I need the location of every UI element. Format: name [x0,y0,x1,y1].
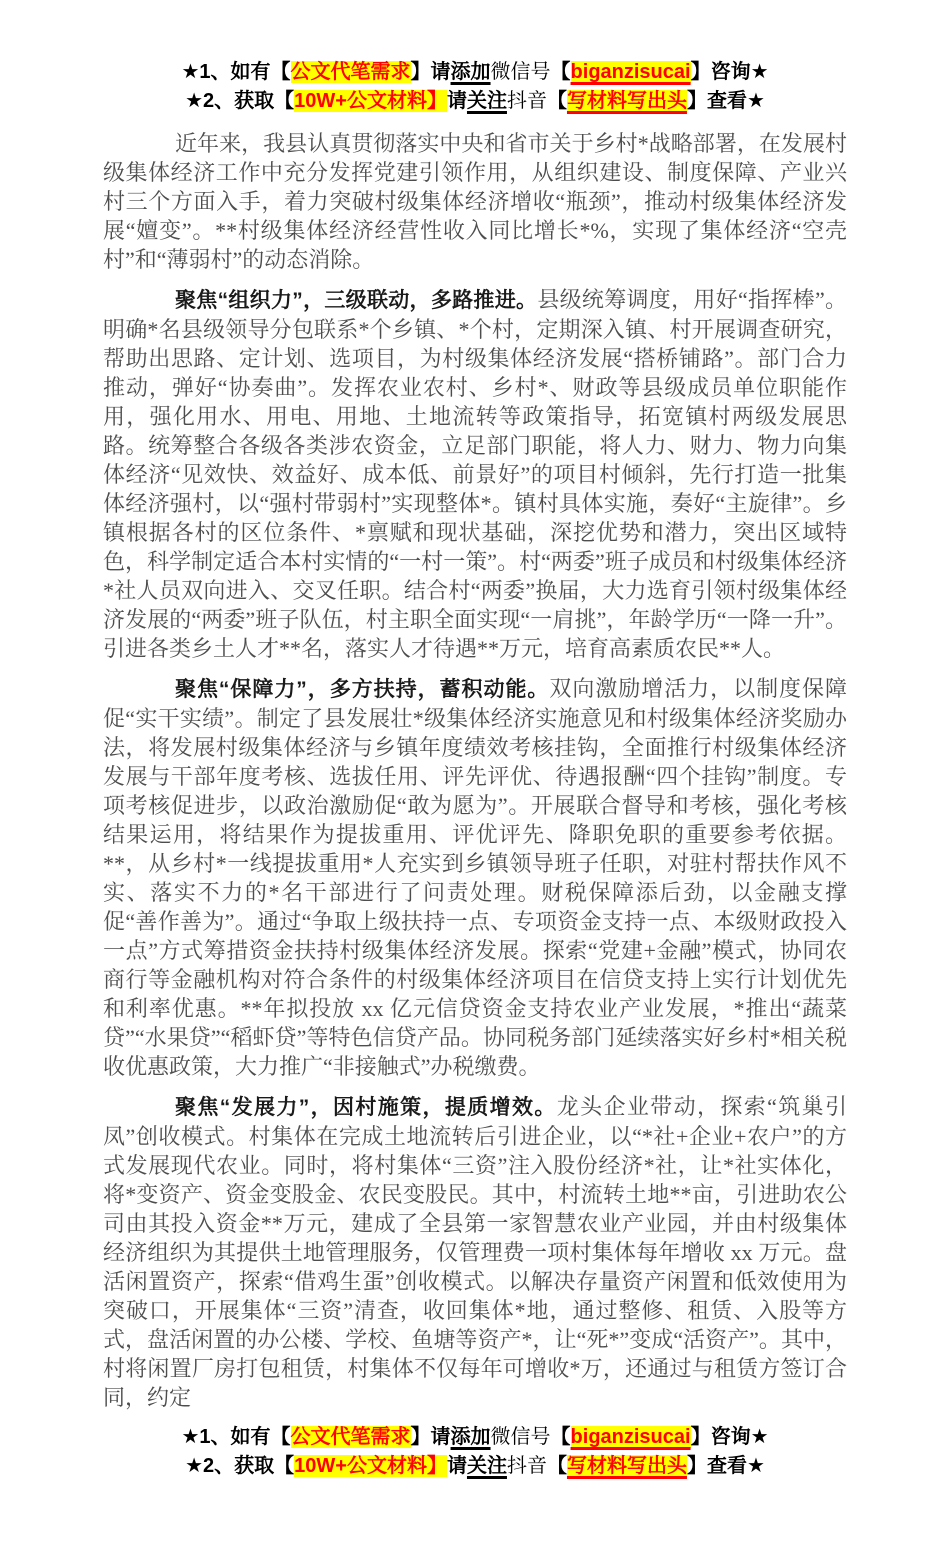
promo-bracket-text: 请 [446,1455,467,1477]
promo-prefix: ★2、获取【 [185,90,295,112]
promo-prefix: ★1、如有【 [181,1426,291,1448]
paragraph-development [103,1092,847,1412]
promo-action-underline: 关注 [466,90,507,112]
paragraph-intro [103,129,847,274]
promo-line-1 [103,58,847,87]
promo-banner-bottom [103,1423,847,1481]
paragraph-text: 龙头企业带动，探索“筑巢引凤”创收模式。村集体在完成土地流转后引进企业，以“*社+企业+农户”的方式发展现代农业。同时，将村集体“三资”注入股份经济*社，让*社实体化，将*变资产、资金变股金、农民变股民。其中，村流转土地**亩，引进助农公司由其投入资金**万元，建成了全县第一家智慧农业产业园，并由村级集体经济组织为其提供土地管理服务，仅管理费一项村集体每年增收 xx 万元。盘活闲置资产，探索“借鸡生蛋”创收模式。以解决存量资产闲置和低效使用为突破口，开展集体“三资”清查，收回集体*地，通过整修、租赁、入股等方式，盘活闲置的办公楼、学校、鱼塘等资产*，让“死*”变成“活资产”。其中，村将闲置厂房打包租赁，村集体不仅每年可增收*万，还通过与租赁方签订合同，约定 [103,1094,848,1410]
promo-bracket-text: 请 [446,90,467,112]
paragraph-lead: 聚焦“保障力”，多方扶持，蓄积动能。 [175,678,550,701]
promo-action-underline: 关注 [466,1455,507,1477]
douyin-account-highlight: 写材料写出头 [566,1455,687,1477]
promo-keyword-highlight: 10W+公文材料】 [294,90,447,112]
promo-prefix: ★1、如有【 [181,61,291,83]
promo-line-2 [103,87,847,116]
promo-suffix: 】咨询★ [690,1426,769,1448]
promo-keyword-highlight: 公文代笔需求 [290,61,411,83]
paragraph-text: 近年来，我县认真贯彻落实中央和省市关于乡村*战略部署，在发展村级集体经济工作中充分发挥党建引领作用，从组织建设、制度保障、产业兴村三个方面入手，着力突破村级集体经济增收“瓶颈”，推动村级集体经济发展“嬗变”。**村级集体经济经营性收入同比增长*%，实现了集体经济“空壳村”和“薄弱村”的动态消除。 [103,131,847,272]
wechat-id-highlight: biganzisucai [570,61,691,83]
promo-bracket-open: 【 [550,1426,571,1448]
promo-platform-label: 微信号 [490,61,551,83]
promo-suffix: 】查看★ [686,1455,765,1477]
paragraph-text: 县级统筹调度，用好“指挥棒”。明确*名县级领导分包联系*个乡镇、*个村，定期深入镇、村开展调查研究，帮助出思路、定计划、选项目，为村级集体经济发展“搭桥铺路”。部门合力推动，弹好“协奏曲”。发挥农业农村、乡村*、财政等县级成员单位职能作用，强化用水、用电、用地、土地流转等政策指导，拓宽镇村两级发展思路。统筹整合各级各类涉农资金，立足部门职能，将人力、财力、物力向集体经济“见效快、效益好、成本低、前景好”的项目村倾斜，先行打造一批集体经济强村，以“强村带弱村”实现整体*。镇村具体实施，奏好“主旋律”。乡镇根据各村的区位条件、*禀赋和现状基础，深挖优势和潜力，突出区域特色，科学制定适合本村实情的“一村一策”。村“两委”班子成员和村级集体经济*社人员双向进入、交叉任职。结合村“两委”换届，大力选育引领村级集体经济发展的“两委”班子队伍，村主职全面实现“一肩挑”，年龄学历“一降一升”。引进各类乡土人才**名，落实人才待遇**万元，培育高素质农民**人。 [103,287,848,661]
promo-bracket-text: 】请 [410,61,451,83]
document-body [103,118,847,1423]
promo-bracket-open: 【 [550,61,571,83]
promo-keyword-highlight: 10W+公文材料】 [294,1455,447,1477]
paragraph-lead: 聚焦“组织力”，三级联动，多路推进。 [175,289,538,312]
promo-line-1 [103,1423,847,1452]
paragraph-organization [103,285,847,663]
paragraph-guarantee [103,674,847,1081]
promo-action-underline: 添加 [450,1426,491,1448]
promo-bracket-open: 【 [546,1455,567,1477]
promo-bracket-text: 】请 [410,1426,451,1448]
wechat-id-highlight: biganzisucai [570,1426,691,1448]
promo-suffix: 】咨询★ [690,61,769,83]
promo-platform-label: 抖音 [506,90,547,112]
promo-action-underline: 添加 [450,61,491,83]
paragraph-lead: 聚焦“发展力”，因村施策，提质增效。 [175,1096,557,1119]
promo-platform-label: 微信号 [490,1426,551,1448]
promo-keyword-highlight: 公文代笔需求 [290,1426,411,1448]
promo-suffix: 】查看★ [686,90,765,112]
paragraph-text: 双向激励增活力，以制度保障促“实干实绩”。制定了县发展壮*级集体经济实施意见和村级集体经济奖励办法，将发展村级集体经济与乡镇年度绩效考核挂钩，全面推行村级集体经济发展与干部年度考核、选拔任用、评先评优、待遇报酬“四个挂钩”制度。专项考核促进步，以政治激励促“敢为愿为”。开展联合督导和考核，强化考核结果运用，将结果作为提拔重用、评优评先、降职免职的重要参考依据。**，从乡村*一线提拔重用*人充实到乡镇领导班子任职，对驻村帮扶作风不实、落实不力的*名干部进行了问责处理。财税保障添后劲，以金融支撑促“善作善为”。通过“争取上级扶持一点、专项资金支持一点、本级财政投入一点”方式筹措资金扶持村级集体经济发展。探索“党建+金融”模式，协同农商行等金融机构对符合条件的村级集体经济项目在信贷支持上实行计划优先和利率优惠。**年拟投放 xx 亿元信贷资金支持农业产业发展，*推出“蔬菜贷”“水果贷”“稻虾贷”等特色信贷产品。协同税务部门延续落实好乡村*相关税收优惠政策，大力推广“非接触式”办税缴费。 [103,676,847,1079]
promo-bracket-open: 【 [546,90,567,112]
promo-line-2 [103,1452,847,1481]
douyin-account-highlight: 写材料写出头 [566,90,687,112]
promo-platform-label: 抖音 [506,1455,547,1477]
promo-banner-top [103,58,847,116]
promo-prefix: ★2、获取【 [185,1455,295,1477]
